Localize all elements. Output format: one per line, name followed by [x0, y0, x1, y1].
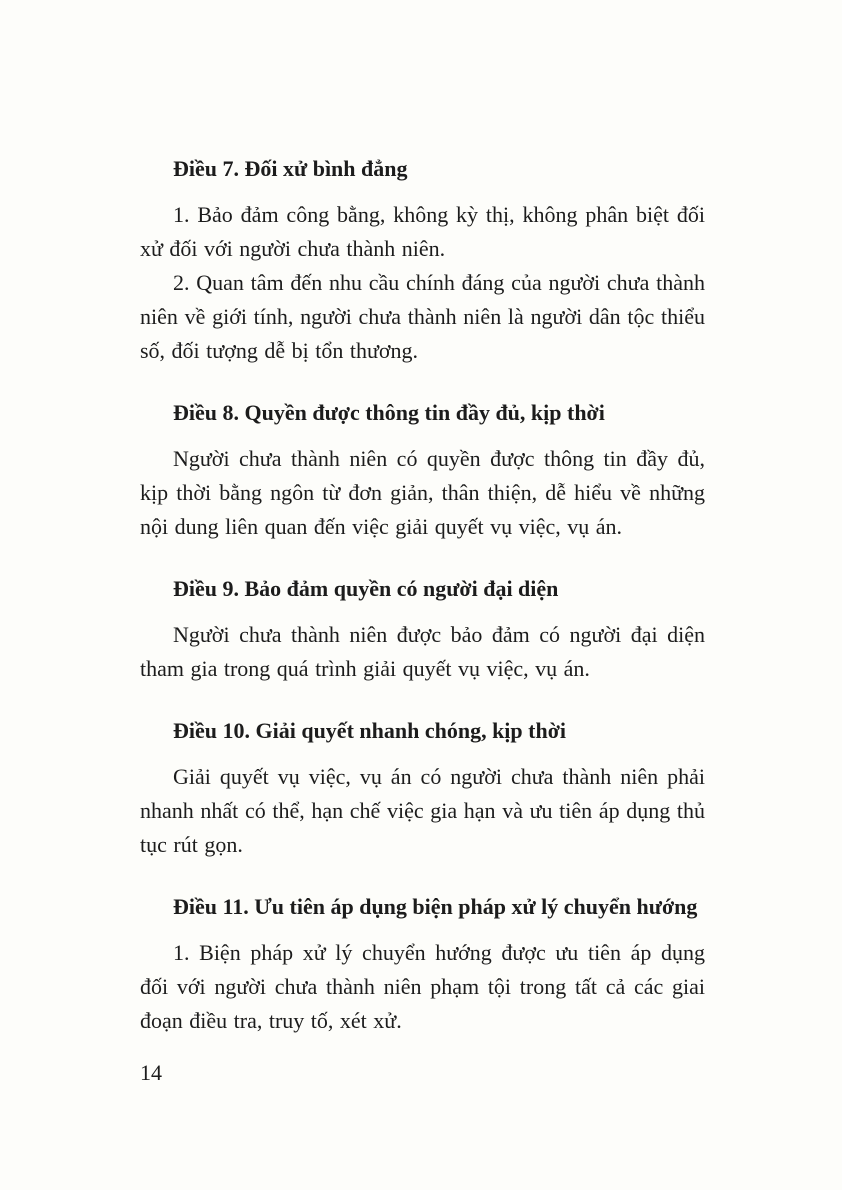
- article-paragraph: 2. Quan tâm đến nhu cầu chính đáng của người chưa thành niên về giới tính, người chưa thành niên là người dân tộc thiểu số, đối tượng dễ bị tổn thương.: [140, 270, 705, 363]
- article-heading: Điều 8. Quyền được thông tin đầy đủ, kịp thời: [173, 400, 605, 425]
- article-paragraph: Giải quyết vụ việc, vụ án có người chưa thành niên phải nhanh nhất có thể, hạn chế việc gia hạn và ưu tiên áp dụng thủ tục rút gọn.: [140, 764, 705, 857]
- article-heading: Điều 7. Đối xử bình đẳng: [173, 156, 408, 181]
- article-9: [140, 572, 705, 686]
- article-7: [140, 152, 705, 368]
- article-paragraph: Người chưa thành niên được bảo đảm có người đại diện tham gia trong quá trình giải quyết vụ việc, vụ án.: [140, 622, 705, 681]
- article-11: [140, 890, 705, 1038]
- article-10: [140, 714, 705, 862]
- article-paragraph: 1. Bảo đảm công bằng, không kỳ thị, không phân biệt đối xử đối với người chưa thành niên.: [140, 202, 705, 261]
- article-heading: Điều 9. Bảo đảm quyền có người đại diện: [173, 576, 559, 601]
- article-paragraph: Người chưa thành niên có quyền được thông tin đầy đủ, kịp thời bằng ngôn từ đơn giản, thân thiện, dễ hiểu về những nội dung liên quan đến việc giải quyết vụ việc, vụ án.: [140, 446, 705, 539]
- page-number: 14: [140, 1060, 162, 1085]
- article-8: [140, 396, 705, 544]
- article-heading: Điều 11. Ưu tiên áp dụng biện pháp xử lý chuyển hướng: [173, 894, 698, 919]
- article-paragraph: 1. Biện pháp xử lý chuyển hướng được ưu tiên áp dụng đối với người chưa thành niên phạm tội trong tất cả các giai đoạn điều tra, truy tố, xét xử.: [140, 940, 705, 1033]
- article-heading: Điều 10. Giải quyết nhanh chóng, kịp thời: [173, 718, 567, 743]
